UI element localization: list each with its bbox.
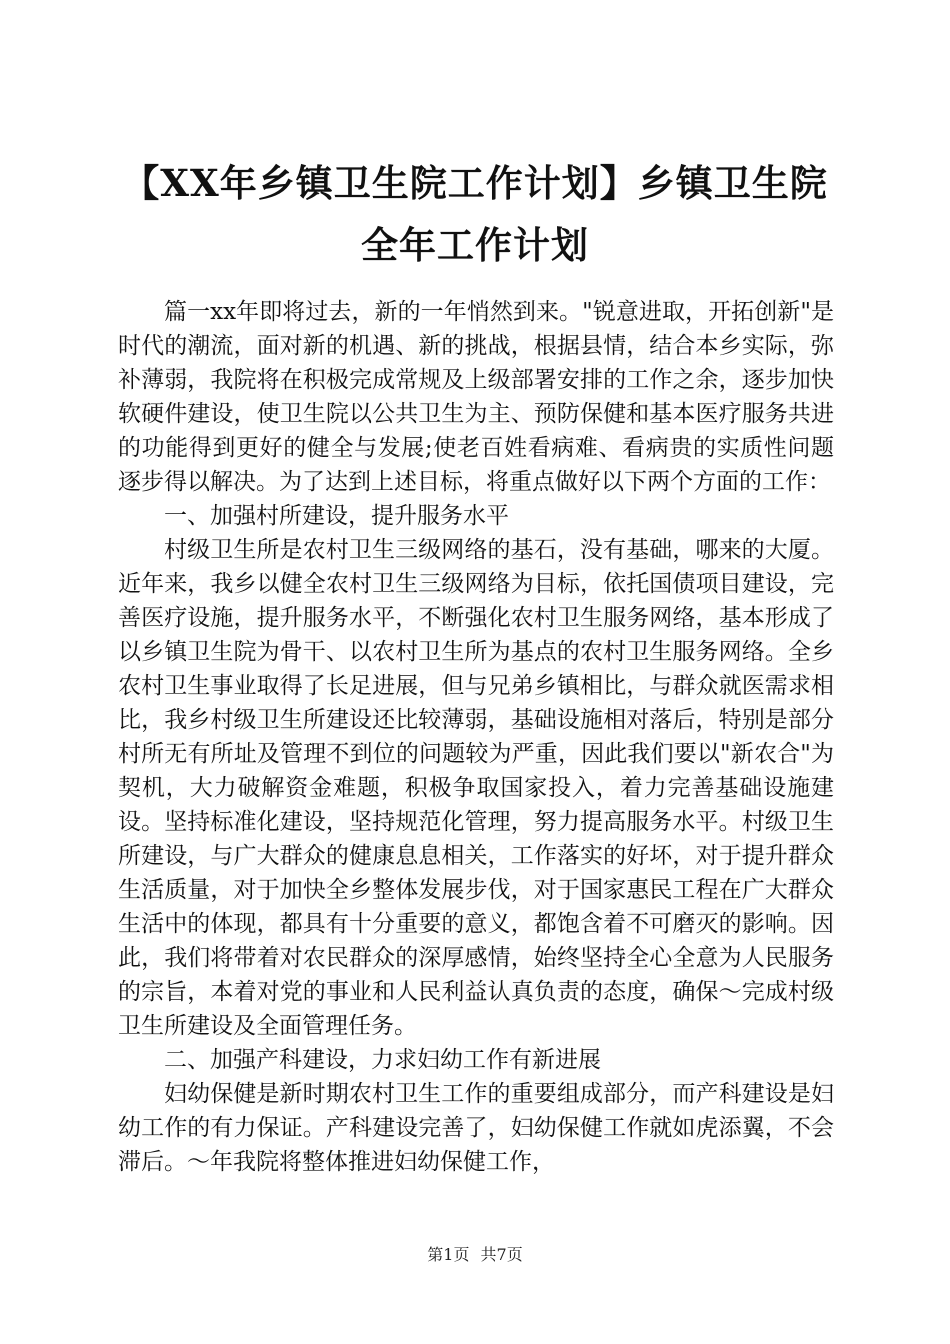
document-title: 【XX年乡镇卫生院工作计划】乡镇卫生院全年工作计划: [122, 161, 828, 267]
paragraph-section-1: 村级卫生所是农村卫生三级网络的基石，没有基础，哪来的大厦。近年来，我乡以健全农村卫生三级网络为目标，依托国债项目建设，完善医疗设施，提升服务水平，不断强化农村卫生服务网络，基本形成了以乡镇卫生院为骨干、以农村卫生所为基点的农村卫生服务网络。全乡农村卫生事业取得了长足进展，但与兄弟乡镇相比，与群众就医需求相比，我乡村级卫生所建设还比较薄弱，基础设施相对落后，特别是部分村所无有所址及管理不到位的问题较为严重，因此我们要以"新农合"为契机，大力破解资金难题，积极争取国家投入，着力完善基础设施建设。坚持标准化建设，坚持规范化管理，努力提高服务水平。村级卫生所建设，与广大群众的健康息息相关，工作落实的好坏，对于提升群众生活质量，对于加快全乡整体发展步伐，对于国家惠民工程在广大群众生活中的体现，都具有十分重要的意义，都饱含着不可磨灭的影响。因此，我们将带着对农民群众的深厚感情，始终坚持全心全意为人民服务的宗旨，本着对党的事业和人民利益认真负责的态度，确保～完成村级卫生所建设及全面管理任务。: [118, 537, 834, 1039]
section-heading-2: 二、加强产科建设，力求妇幼工作有新进展: [164, 1047, 601, 1073]
total-pages: 共7页: [480, 1245, 523, 1264]
page-footer: [0, 1245, 950, 1265]
document-body: [118, 295, 834, 1179]
paragraph-intro: 篇一xx年即将过去，新的一年悄然到来。"锐意进取，开拓创新"是时代的潮流，面对新的机遇、新的挑战，根据县情，结合本乡实际，弥补薄弱，我院将在积极完成常规及上级部署安排的工作之余，逐步加快软硬件建设，使卫生院以公共卫生为主、预防保健和基本医疗服务共进的功能得到更好的健全与发展;使老百姓看病难、看病贵的实质性问题逐步得以解决。为了达到上述目标，将重点做好以下两个方面的工作：: [118, 299, 834, 495]
paragraph-section-2: 妇幼保健是新时期农村卫生工作的重要组成部分，而产科建设是妇幼工作的有力保证。产科建设完善了，妇幼保健工作就如虎添翼，不会滞后。～年我院将整体推进妇幼保健工作，: [118, 1081, 834, 1175]
section-heading-1: 一、加强村所建设，提升服务水平: [164, 503, 509, 529]
page-number: 第1页: [427, 1245, 470, 1264]
